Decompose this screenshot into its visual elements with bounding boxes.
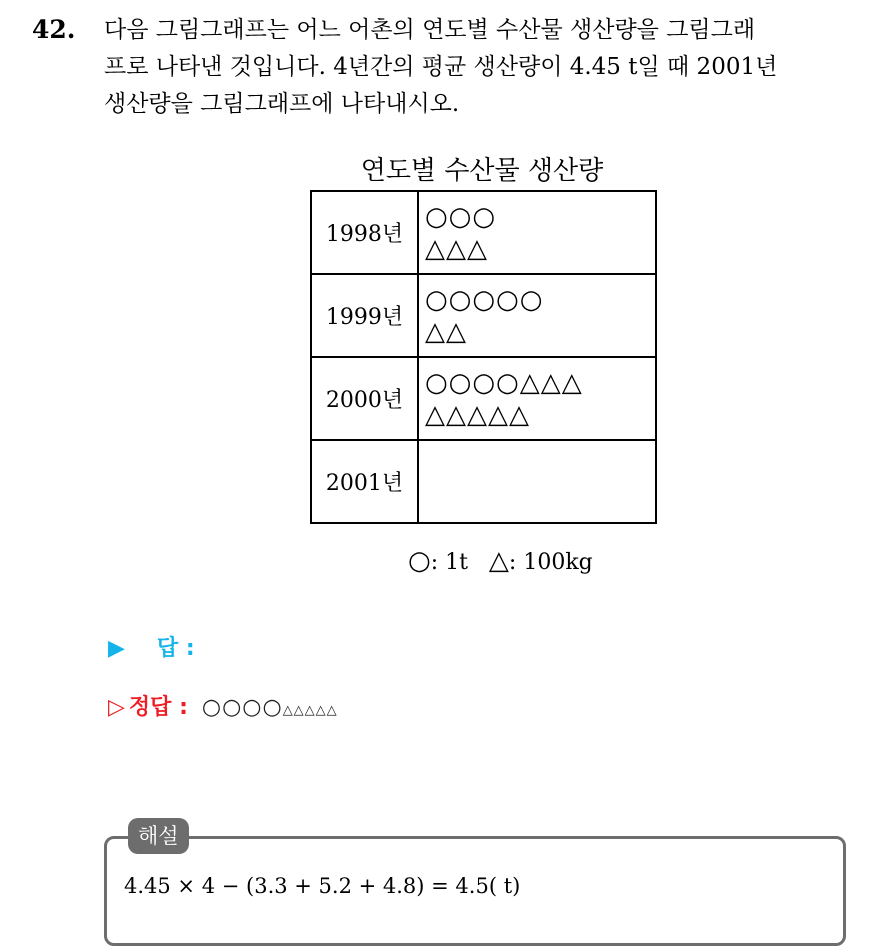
symbol-line: ○○○○△△△ [425,367,583,398]
triangle-value: : 100kg [508,550,593,575]
symbol-line: △△△△△ [425,399,530,430]
question-number: 42. [32,15,76,44]
answer-row [108,631,195,662]
correct-label: 정답 : [128,695,188,720]
symbol-cell [418,357,656,440]
circle-value: : 1t [430,550,468,575]
play-arrow-icon: ▶ [108,636,125,661]
legend [408,546,593,576]
symbol-line: △△ [425,316,467,347]
correct-triangles: △△△△△ [282,703,338,718]
year-cell: 1998년 [311,191,418,274]
table-row [311,191,656,274]
symbol-cell [418,440,656,523]
question-line-3: 생산량을 그림그래프에 나타내시오. [104,91,460,117]
symbol-cell [418,274,656,357]
year-cell: 2001년 [311,440,418,523]
answer-label: 답 : [156,636,195,661]
question-line-1: 다음 그림그래프는 어느 어촌의 연도별 수산물 생산량을 그림그래 [104,17,756,43]
table-row [311,274,656,357]
question-line-2: 프로 나타낸 것입니다. 4년간의 평균 생산량이 4.45 t일 때 2001년 [104,54,778,80]
symbol-line: △△△ [425,233,488,264]
year-cell: 1999년 [311,274,418,357]
symbol-line: ○○○○○ [425,284,544,315]
chart-title: 연도별 수산물 생산량 [360,156,604,186]
picture-graph-table [310,190,657,524]
table-row [311,357,656,440]
triangle-symbol: △ [488,546,509,576]
outline-arrow-icon: ▷ [108,695,125,720]
correct-circles: ○○○○ [201,695,283,720]
circle-symbol: ○ [408,546,431,576]
question-text [104,12,864,123]
correct-answer-row [108,690,338,721]
table-row [311,440,656,523]
year-cell: 2000년 [311,357,418,440]
symbol-cell [418,191,656,274]
symbol-line: ○○○ [425,201,497,232]
explanation-tag: 해설 [128,818,189,854]
explanation-formula: 4.45 × 4 − (3.3 + 5.2 + 4.8) = 4.5( t) [124,874,521,898]
